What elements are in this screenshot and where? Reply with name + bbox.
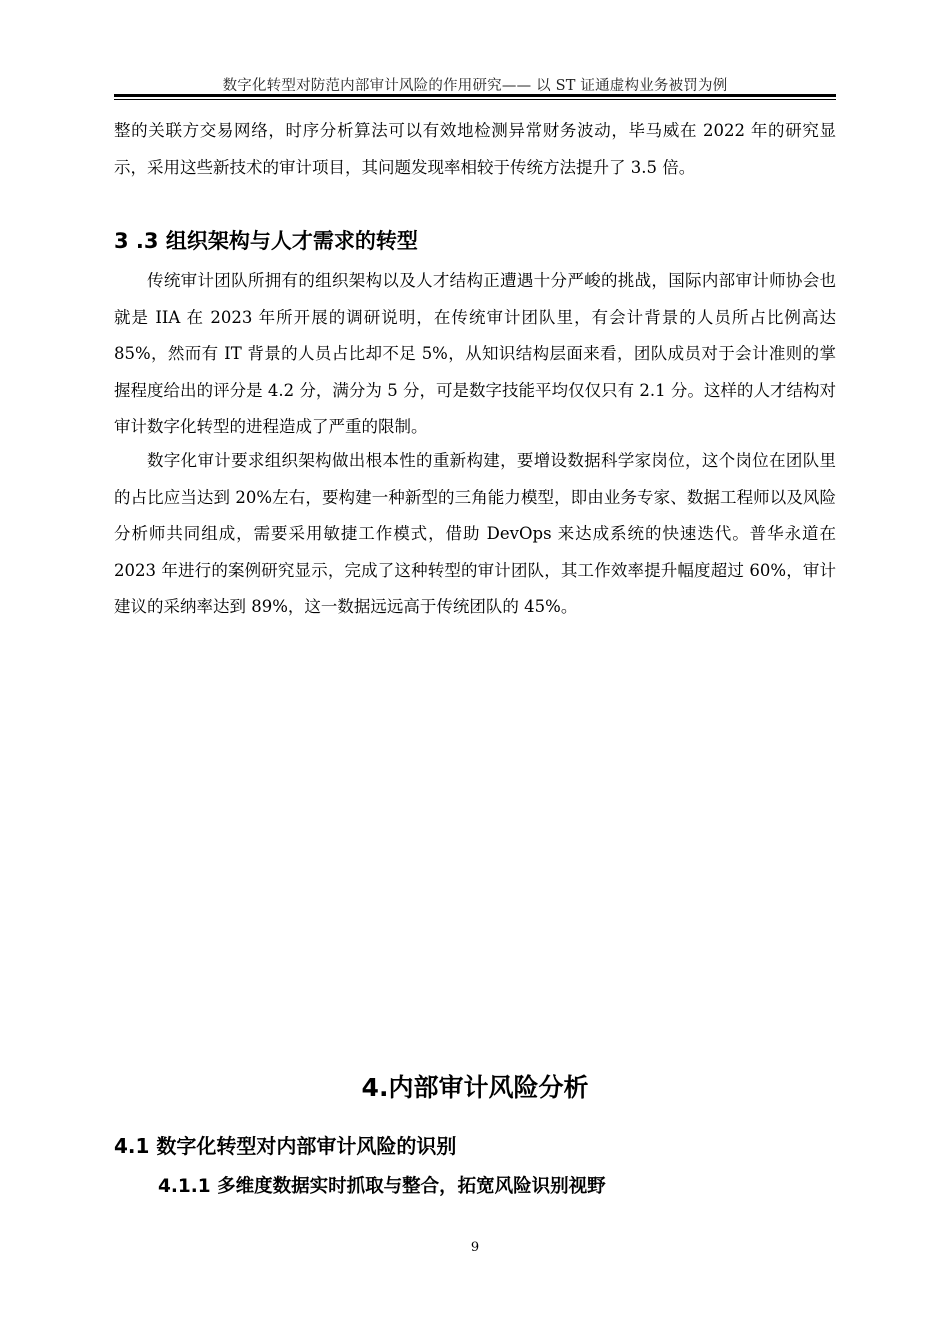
- chapter-4-heading: 4.内部审计风险分析: [361, 1073, 589, 1102]
- section-4-1-1-heading: 4.1.1 多维度数据实时抓取与整合，拓宽风险识别视野: [158, 1176, 606, 1197]
- header-rule-thin: [114, 99, 836, 100]
- section-3-3-paragraph-2: 数字化审计要求组织架构做出根本性的重新构建，要增设数据科学家岗位，这个岗位在团队里的占比应当达到 20%左右，要构建一种新型的三角能力模型，即由业务专家、数据工程师以及风险分析师共同组成，需要采用敏捷工作模式，借助 DevOps 来达成系统的快速迭代。普华永道在 2023 年进行的案例研究显示，完成了这种转型的审计团队，其工作效率提升幅度超过 60%，审计建议的采纳率达到 89%，这一数据远远高于传统团队的 45%。: [114, 451, 836, 616]
- paragraph-continued: 整的关联方交易网络，时序分析算法可以有效地检测异常财务波动，毕马威在 2022 年的研究显示，采用这些新技术的审计项目，其问题发现率相较于传统方法提升了 3.5 倍。: [114, 121, 836, 177]
- page-number: 9: [470, 1240, 480, 1255]
- section-3-3-paragraph-1: 传统审计团队所拥有的组织架构以及人才结构正遭遇十分严峻的挑战，国际内部审计师协会也就是 IIA 在 2023 年所开展的调研说明，在传统审计团队里，有会计背景的人员所占比例高达 85%，然而有 IT 背景的人员占比却不足 5%，从知识结构层面来看，团队成员对于会计准则的掌握程度给出的评分是 4.2 分，满分为 5 分，可是数字技能平均仅仅只有 2.1 分。这样的人才结构对审计数字化转型的进程造成了严重的限制。: [114, 271, 836, 436]
- running-header: 数字化转型对防范内部审计风险的作用研究—— 以 ST 证通虚构业务被罚为例: [222, 78, 728, 94]
- header-rule-thick: [114, 94, 836, 97]
- section-3-3-heading: 3 .3 组织架构与人才需求的转型: [114, 229, 418, 253]
- section-4-1-heading: 4.1 数字化转型对内部审计风险的识别: [114, 1134, 457, 1158]
